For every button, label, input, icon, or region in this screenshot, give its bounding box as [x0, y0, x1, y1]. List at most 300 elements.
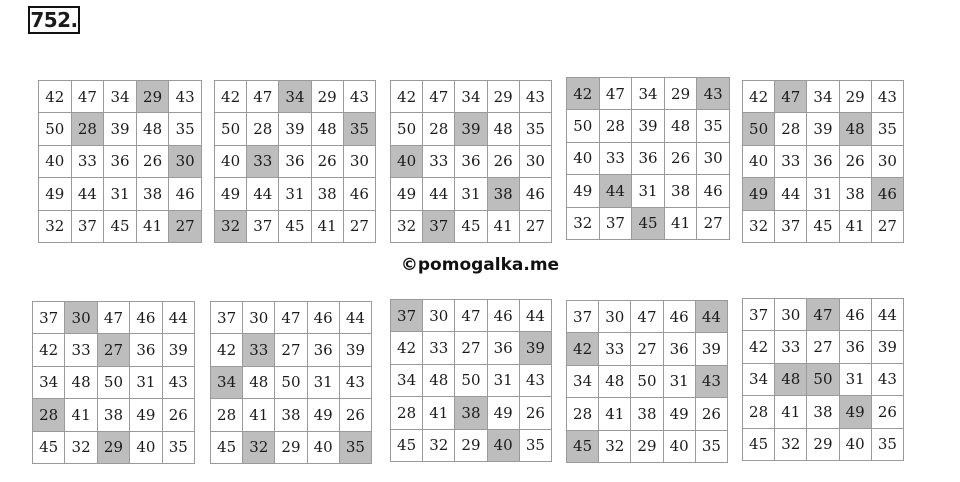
highlighted-cell: 29: [97, 431, 129, 463]
highlighted-cell: 34: [279, 81, 311, 113]
grid-cell: 41: [775, 396, 807, 428]
highlighted-cell: 44: [599, 175, 632, 207]
grid-cell: 43: [339, 366, 371, 398]
grid-cell: 36: [839, 331, 871, 363]
grid-row: [391, 429, 552, 461]
grid-cell: 50: [391, 113, 423, 145]
grid-cell: 45: [455, 210, 487, 242]
grid-cell: 42: [211, 334, 243, 366]
grid-cell: 32: [423, 429, 455, 461]
grid-cell: 50: [215, 113, 247, 145]
grid-cell: 34: [104, 81, 137, 113]
grid-cell: 28: [211, 399, 243, 431]
grid-row: [743, 113, 904, 145]
grid-cell: 50: [455, 364, 487, 396]
grid-cell: 31: [130, 366, 162, 398]
grid-cell: 34: [807, 81, 839, 113]
highlighted-cell: 39: [455, 113, 487, 145]
grid-row: [743, 299, 904, 331]
grid-cell: 30: [243, 302, 275, 334]
grid-cell: 46: [487, 300, 519, 332]
watermark: ©pomogalka.me: [400, 255, 560, 275]
grid-cell: 31: [279, 178, 311, 210]
grid-cell: 43: [519, 81, 551, 113]
grid-cell: 29: [275, 431, 307, 463]
grid-row: [211, 302, 372, 334]
highlighted-cell: 29: [136, 81, 169, 113]
grid-cell: 49: [391, 178, 423, 210]
grid-cell: 46: [307, 302, 339, 334]
grid-cell: 26: [339, 399, 371, 431]
grid-cell: 31: [663, 365, 695, 397]
grid-cell: 34: [455, 81, 487, 113]
grid-cell: 28: [423, 113, 455, 145]
grid-row: [743, 331, 904, 363]
grid-cell: 38: [839, 178, 871, 210]
grid-cell: 30: [343, 145, 375, 177]
highlighted-cell: 50: [807, 363, 839, 395]
grid-cell: 44: [339, 302, 371, 334]
grid-cell: 29: [664, 78, 697, 110]
grid-cell: 41: [65, 399, 97, 431]
number-grid-7: [210, 301, 372, 464]
grid-cell: 42: [743, 81, 775, 113]
grid-cell: 28: [247, 113, 279, 145]
grid-cell: 36: [807, 145, 839, 177]
grid-cell: 37: [247, 210, 279, 242]
highlighted-cell: 48: [839, 113, 871, 145]
grid-cell: 44: [162, 302, 194, 334]
grid-cell: 27: [455, 332, 487, 364]
grid-row: [567, 142, 730, 174]
grid-row: [211, 366, 372, 398]
highlighted-cell: 45: [567, 430, 599, 462]
grid-row: [567, 207, 730, 239]
grid-cell: 26: [487, 145, 519, 177]
grid-cell: 44: [519, 300, 551, 332]
grid-cell: 48: [136, 113, 169, 145]
grid-cell: 47: [71, 81, 104, 113]
grid-cell: 50: [631, 365, 663, 397]
grid-cell: 46: [663, 301, 695, 333]
grid-cell: 47: [599, 78, 632, 110]
highlighted-cell: 43: [695, 365, 727, 397]
grid-cell: 33: [71, 145, 104, 177]
grid-cell: 43: [162, 366, 194, 398]
grid-cell: 42: [33, 334, 65, 366]
grid-cell: 27: [519, 210, 551, 242]
grid-cell: 32: [775, 428, 807, 460]
grid-cell: 48: [65, 366, 97, 398]
highlighted-cell: 47: [775, 81, 807, 113]
grid-cell: 38: [807, 396, 839, 428]
grid-cell: 32: [743, 210, 775, 242]
grid-cell: 37: [775, 210, 807, 242]
grid-cell: 31: [839, 363, 871, 395]
grid-row: [33, 366, 195, 398]
grid-cell: 46: [130, 302, 162, 334]
grid-cell: 38: [631, 398, 663, 430]
grid-cell: 26: [519, 397, 551, 429]
grid-cell: 39: [162, 334, 194, 366]
grid-row: [33, 334, 195, 366]
highlighted-cell: 43: [697, 78, 730, 110]
grid-cell: 41: [243, 399, 275, 431]
grid-cell: 44: [423, 178, 455, 210]
number-grid-1: [38, 80, 202, 243]
grid-row: [211, 399, 372, 431]
number-grid-10: [742, 298, 904, 461]
grid-cell: 34: [567, 365, 599, 397]
grid-cell: 33: [599, 142, 632, 174]
grid-cell: 45: [104, 210, 137, 242]
grid-cell: 45: [391, 429, 423, 461]
grid-cell: 39: [695, 333, 727, 365]
highlighted-cell: 45: [632, 207, 665, 239]
grid-cell: 37: [33, 302, 65, 334]
grid-cell: 36: [632, 142, 665, 174]
grid-cell: 29: [455, 429, 487, 461]
grid-cell: 35: [169, 113, 202, 145]
grid-cell: 50: [97, 366, 129, 398]
grid-cell: 32: [391, 210, 423, 242]
grid-row: [211, 431, 372, 463]
grid-row: [215, 178, 376, 210]
grid-cell: 35: [697, 110, 730, 142]
grid-cell: 36: [279, 145, 311, 177]
grid-cell: 43: [343, 81, 375, 113]
grid-row: [39, 210, 202, 242]
grid-row: [33, 302, 195, 334]
grid-cell: 35: [871, 428, 903, 460]
grid-cell: 46: [839, 299, 871, 331]
grid-cell: 30: [519, 145, 551, 177]
grid-cell: 45: [807, 210, 839, 242]
highlighted-cell: 30: [65, 302, 97, 334]
grid-cell: 35: [519, 429, 551, 461]
grid-cell: 42: [39, 81, 72, 113]
highlighted-cell: 35: [339, 431, 371, 463]
problem-number: 752.: [28, 6, 80, 34]
grid-cell: 27: [697, 207, 730, 239]
grid-cell: 32: [39, 210, 72, 242]
grid-cell: 39: [632, 110, 665, 142]
number-grid-9: [566, 300, 728, 463]
grid-cell: 36: [307, 334, 339, 366]
highlighted-cell: 28: [71, 113, 104, 145]
number-grid-8: [390, 299, 552, 462]
grid-row: [567, 365, 728, 397]
grid-cell: 30: [423, 300, 455, 332]
grid-cell: 36: [130, 334, 162, 366]
grid-cell: 41: [839, 210, 871, 242]
grid-cell: 26: [664, 142, 697, 174]
grid-row: [215, 113, 376, 145]
highlighted-cell: 27: [169, 210, 202, 242]
grid-cell: 48: [311, 113, 343, 145]
highlighted-cell: 37: [391, 300, 423, 332]
grid-cell: 42: [215, 81, 247, 113]
grid-row: [391, 145, 552, 177]
grid-cell: 27: [343, 210, 375, 242]
highlighted-cell: 42: [567, 333, 599, 365]
grid-cell: 36: [663, 333, 695, 365]
grid-row: [743, 363, 904, 395]
grid-cell: 30: [775, 299, 807, 331]
number-grid-2: [214, 80, 376, 243]
grid-row: [391, 210, 552, 242]
grid-cell: 30: [871, 145, 903, 177]
grid-row: [743, 428, 904, 460]
grid-cell: 41: [423, 397, 455, 429]
highlighted-cell: 44: [695, 301, 727, 333]
highlighted-cell: 42: [567, 78, 600, 110]
grid-cell: 44: [775, 178, 807, 210]
grid-cell: 33: [775, 145, 807, 177]
grid-cell: 48: [423, 364, 455, 396]
grid-row: [567, 333, 728, 365]
grid-cell: 27: [275, 334, 307, 366]
grid-cell: 26: [695, 398, 727, 430]
highlighted-cell: 38: [487, 178, 519, 210]
grid-cell: 40: [130, 431, 162, 463]
grid-cell: 45: [33, 431, 65, 463]
grid-cell: 37: [71, 210, 104, 242]
grid-cell: 39: [279, 113, 311, 145]
grid-cell: 49: [567, 175, 600, 207]
grid-cell: 48: [487, 113, 519, 145]
grid-cell: 32: [599, 430, 631, 462]
grid-row: [743, 210, 904, 242]
grid-cell: 47: [275, 302, 307, 334]
grid-cell: 32: [567, 207, 600, 239]
number-grid-6: [32, 301, 195, 464]
grid-cell: 33: [599, 333, 631, 365]
grid-cell: 41: [136, 210, 169, 242]
grid-cell: 28: [743, 396, 775, 428]
number-grid-3: [390, 80, 552, 243]
grid-row: [391, 300, 552, 332]
grid-cell: 49: [663, 398, 695, 430]
grid-cell: 26: [162, 399, 194, 431]
highlighted-cell: 33: [247, 145, 279, 177]
grid-row: [743, 81, 904, 113]
grid-cell: 26: [311, 145, 343, 177]
grid-row: [215, 210, 376, 242]
grid-row: [211, 334, 372, 366]
grid-row: [391, 397, 552, 429]
grid-cell: 47: [455, 300, 487, 332]
grid-cell: 38: [136, 178, 169, 210]
grid-cell: 49: [39, 178, 72, 210]
grid-cell: 28: [567, 398, 599, 430]
grid-cell: 44: [71, 178, 104, 210]
highlighted-cell: 30: [169, 145, 202, 177]
grid-cell: 35: [519, 113, 551, 145]
grid-cell: 46: [169, 178, 202, 210]
grid-cell: 38: [664, 175, 697, 207]
grid-cell: 50: [39, 113, 72, 145]
grid-cell: 43: [871, 81, 903, 113]
grid-cell: 37: [743, 299, 775, 331]
highlighted-cell: 33: [243, 334, 275, 366]
grid-cell: 33: [65, 334, 97, 366]
grid-row: [39, 145, 202, 177]
grid-cell: 48: [599, 365, 631, 397]
grid-row: [33, 431, 195, 463]
grid-cell: 49: [215, 178, 247, 210]
highlighted-cell: 28: [33, 399, 65, 431]
number-grid-4: [566, 77, 730, 240]
grid-cell: 36: [487, 332, 519, 364]
grid-cell: 48: [243, 366, 275, 398]
grid-cell: 44: [247, 178, 279, 210]
grid-cell: 28: [775, 113, 807, 145]
highlighted-cell: 48: [775, 363, 807, 395]
grid-cell: 33: [423, 332, 455, 364]
grid-row: [743, 145, 904, 177]
grid-row: [391, 364, 552, 396]
grid-cell: 46: [519, 178, 551, 210]
grid-cell: 38: [275, 399, 307, 431]
highlighted-cell: 40: [487, 429, 519, 461]
grid-row: [567, 110, 730, 142]
number-grid-5: [742, 80, 904, 243]
grid-cell: 49: [487, 397, 519, 429]
grid-cell: 49: [130, 399, 162, 431]
grid-cell: 31: [455, 178, 487, 210]
grid-cell: 38: [97, 399, 129, 431]
grid-row: [39, 113, 202, 145]
highlighted-cell: 37: [423, 210, 455, 242]
grid-row: [39, 178, 202, 210]
highlighted-cell: 38: [455, 397, 487, 429]
grid-cell: 47: [97, 302, 129, 334]
highlighted-cell: 49: [839, 396, 871, 428]
grid-cell: 40: [39, 145, 72, 177]
grid-cell: 33: [423, 145, 455, 177]
grid-cell: 44: [871, 299, 903, 331]
grid-row: [567, 398, 728, 430]
highlighted-cell: 50: [743, 113, 775, 145]
grid-cell: 49: [307, 399, 339, 431]
grid-cell: 35: [695, 430, 727, 462]
grid-row: [567, 78, 730, 110]
grid-cell: 37: [567, 301, 599, 333]
grid-cell: 47: [247, 81, 279, 113]
grid-cell: 41: [487, 210, 519, 242]
grid-cell: 38: [311, 178, 343, 210]
grid-row: [743, 396, 904, 428]
grid-cell: 30: [697, 142, 730, 174]
grid-cell: 40: [839, 428, 871, 460]
grid-cell: 50: [275, 366, 307, 398]
grid-cell: 35: [871, 113, 903, 145]
grid-row: [33, 399, 195, 431]
grid-cell: 39: [339, 334, 371, 366]
grid-cell: 34: [391, 364, 423, 396]
grid-cell: 41: [664, 207, 697, 239]
grid-cell: 26: [136, 145, 169, 177]
grid-cell: 36: [455, 145, 487, 177]
grid-cell: 29: [311, 81, 343, 113]
grid-cell: 29: [807, 428, 839, 460]
grid-cell: 36: [104, 145, 137, 177]
grid-cell: 37: [211, 302, 243, 334]
grid-cell: 40: [663, 430, 695, 462]
grid-cell: 37: [599, 207, 632, 239]
grid-cell: 46: [697, 175, 730, 207]
highlighted-cell: 39: [519, 332, 551, 364]
highlighted-cell: 34: [211, 366, 243, 398]
grid-cell: 31: [307, 366, 339, 398]
grid-cell: 45: [743, 428, 775, 460]
grid-cell: 29: [631, 430, 663, 462]
grid-cell: 30: [599, 301, 631, 333]
grid-cell: 42: [391, 332, 423, 364]
grid-cell: 28: [599, 110, 632, 142]
highlighted-cell: 47: [807, 299, 839, 331]
grid-row: [567, 301, 728, 333]
grid-cell: 31: [104, 178, 137, 210]
grid-cell: 43: [519, 364, 551, 396]
grid-row: [215, 145, 376, 177]
highlighted-cell: 35: [343, 113, 375, 145]
grid-row: [391, 113, 552, 145]
grid-cell: 35: [162, 431, 194, 463]
grid-row: [743, 178, 904, 210]
grid-cell: 41: [599, 398, 631, 430]
grid-cell: 34: [33, 366, 65, 398]
grid-cell: 45: [211, 431, 243, 463]
grid-cell: 47: [631, 301, 663, 333]
grid-row: [39, 81, 202, 113]
grid-cell: 40: [215, 145, 247, 177]
grid-cell: 28: [391, 397, 423, 429]
grid-cell: 39: [104, 113, 137, 145]
grid-cell: 27: [871, 210, 903, 242]
grid-row: [391, 81, 552, 113]
grid-cell: 29: [487, 81, 519, 113]
grid-cell: 33: [775, 331, 807, 363]
grid-cell: 31: [807, 178, 839, 210]
grid-cell: 42: [743, 331, 775, 363]
grid-row: [567, 430, 728, 462]
grid-cell: 34: [743, 363, 775, 395]
grid-cell: 29: [839, 81, 871, 113]
grid-cell: 47: [423, 81, 455, 113]
grid-cell: 40: [307, 431, 339, 463]
grid-cell: 26: [839, 145, 871, 177]
grid-cell: 31: [632, 175, 665, 207]
grid-row: [567, 175, 730, 207]
highlighted-cell: 27: [97, 334, 129, 366]
grid-cell: 34: [632, 78, 665, 110]
grid-cell: 27: [631, 333, 663, 365]
grid-cell: 50: [567, 110, 600, 142]
grid-cell: 32: [65, 431, 97, 463]
grid-cell: 43: [871, 363, 903, 395]
grid-cell: 42: [391, 81, 423, 113]
grid-row: [215, 81, 376, 113]
highlighted-cell: 49: [743, 178, 775, 210]
highlighted-cell: 40: [391, 145, 423, 177]
grid-cell: 40: [743, 145, 775, 177]
grid-cell: 40: [567, 142, 600, 174]
highlighted-cell: 32: [215, 210, 247, 242]
grid-cell: 31: [487, 364, 519, 396]
highlighted-cell: 32: [243, 431, 275, 463]
